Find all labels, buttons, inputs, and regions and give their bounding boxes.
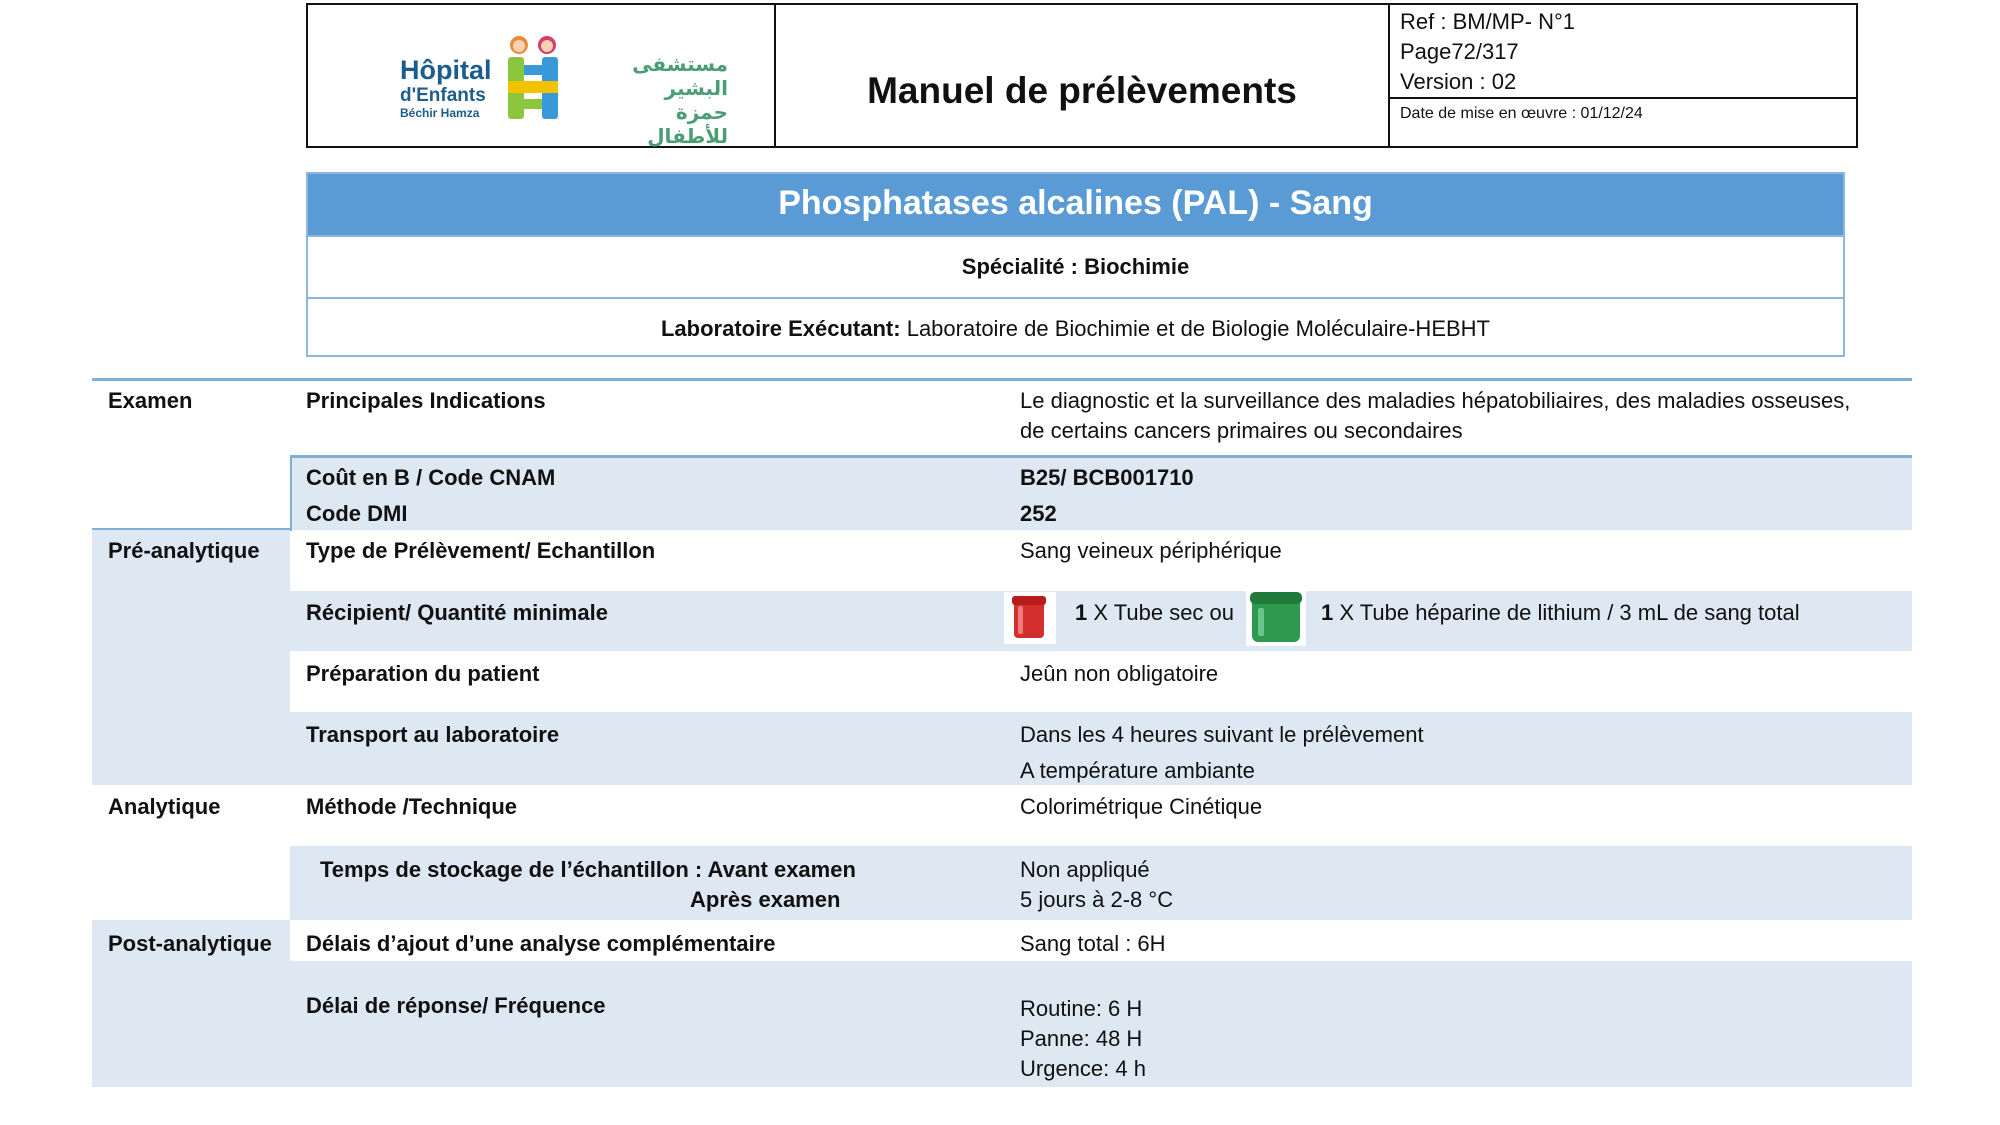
value-delais: Sang total : 6H <box>1020 931 1166 956</box>
red-tube-icon <box>1004 592 1054 642</box>
tube-green-frame <box>1246 590 1306 646</box>
date-text: Date de mise en œuvre : 01/12/24 <box>1400 105 1643 122</box>
logo-ar-line1: مستشفى <box>632 54 728 76</box>
value-reponse-2: Panne: 48 H <box>1020 1026 1143 1051</box>
label-transport: Transport au laboratoire <box>306 722 560 747</box>
separator-line <box>290 455 1912 458</box>
test-title: Phosphatases alcalines (PAL) - Sang <box>308 174 1843 235</box>
label-type: Type de Prélèvement/ Echantillon <box>306 538 656 563</box>
category-post-analytique: Post-analytique <box>108 931 272 956</box>
category-pre-analytique: Pré-analytique <box>108 538 260 563</box>
recipient-option-1 <box>1075 598 1234 628</box>
logo-cell <box>308 5 776 146</box>
specialty <box>308 235 1843 297</box>
recipient-qty-1: 1 <box>1075 600 1088 625</box>
meta-info <box>1390 5 1856 99</box>
ref-text: Ref : BM/MP- N°1 <box>1400 9 1576 34</box>
value-stockage-2: 5 jours à 2-8 °C <box>1020 887 1174 912</box>
value-methode: Colorimétrique Cinétique <box>1020 794 1263 819</box>
recipient-qty-2: 1 <box>1321 600 1334 625</box>
logo-ar-line3: للأطفال <box>647 126 728 148</box>
logo-ar-line2: البشير حمزة <box>664 78 728 124</box>
label-methode: Méthode /Technique <box>306 794 518 819</box>
category-examen: Examen <box>108 388 193 413</box>
page-text: Page72/317 <box>1400 39 1519 64</box>
separator-vline <box>290 455 292 530</box>
meta-cell <box>1390 5 1856 146</box>
hospital-logo-icon <box>503 35 563 123</box>
logo-text-fr <box>400 57 492 119</box>
label-indications: Principales Indications <box>306 388 546 413</box>
lab-value: Laboratoire de Biochimie et de Biologie Moléculaire-HEBHT <box>900 316 1490 341</box>
document-title: Manuel de prélèvements <box>867 70 1297 111</box>
value-type: Sang veineux périphérique <box>1020 538 1282 563</box>
value-cout: B25/ BCB001710 <box>1020 465 1194 490</box>
label-preparation: Préparation du patient <box>306 661 540 686</box>
lab-row <box>308 297 1843 355</box>
logo-text-ar <box>608 53 728 149</box>
lab-label: Laboratoire Exécutant: <box>660 316 901 341</box>
value-dmi: 252 <box>1020 501 1057 526</box>
recipient-option-2 <box>1321 598 1800 628</box>
category-analytique: Analytique <box>108 794 221 819</box>
document-header <box>306 3 1858 148</box>
logo-line2: d'Enfants <box>400 85 486 106</box>
label-dmi: Code DMI <box>306 501 408 526</box>
label-cout: Coût en B / Code CNAM <box>306 465 556 490</box>
recipient-text-1: X Tube sec ou <box>1087 600 1235 625</box>
value-stockage-1: Non appliqué <box>1020 857 1150 882</box>
specialty-label: Spécialité : Biochimie <box>961 254 1190 279</box>
value-indications-2: de certains cancers primaires ou secondaires <box>1020 418 1463 443</box>
value-indications-1: Le diagnostic et la surveillance des maladies hépatobiliaires, des maladies osseuses, <box>1020 388 1851 413</box>
label-stockage-1: Temps de stockage de l’échantillon : Avant examen <box>320 857 856 882</box>
table-top-line <box>92 378 1912 381</box>
green-tube-icon <box>1246 590 1306 646</box>
title-cell <box>776 5 1390 146</box>
band-pre-cat <box>92 530 290 785</box>
value-transport-1: Dans les 4 heures suivant le prélèvement <box>1020 722 1424 747</box>
value-reponse-1: Routine: 6 H <box>1020 996 1143 1021</box>
label-stockage-2: Après examen <box>690 887 841 912</box>
value-reponse-3: Urgence: 4 h <box>1020 1056 1146 1081</box>
test-title-block <box>306 172 1845 357</box>
label-recipient: Récipient/ Quantité minimale <box>306 600 608 625</box>
tube-red-frame <box>1004 592 1056 644</box>
label-delais: Délais d’ajout d’une analyse complémentaire <box>306 931 776 956</box>
logo-line1: Hôpital <box>400 55 492 85</box>
version-text: Version : 02 <box>1400 69 1517 94</box>
value-preparation: Jeûn non obligatoire <box>1020 661 1219 686</box>
recipient-text-2: X Tube héparine de lithium / 3 mL de sang total <box>1333 600 1800 625</box>
logo-line3: Béchir Hamza <box>400 106 480 120</box>
label-reponse: Délai de réponse/ Fréquence <box>306 993 606 1018</box>
value-transport-2: A température ambiante <box>1020 758 1255 783</box>
